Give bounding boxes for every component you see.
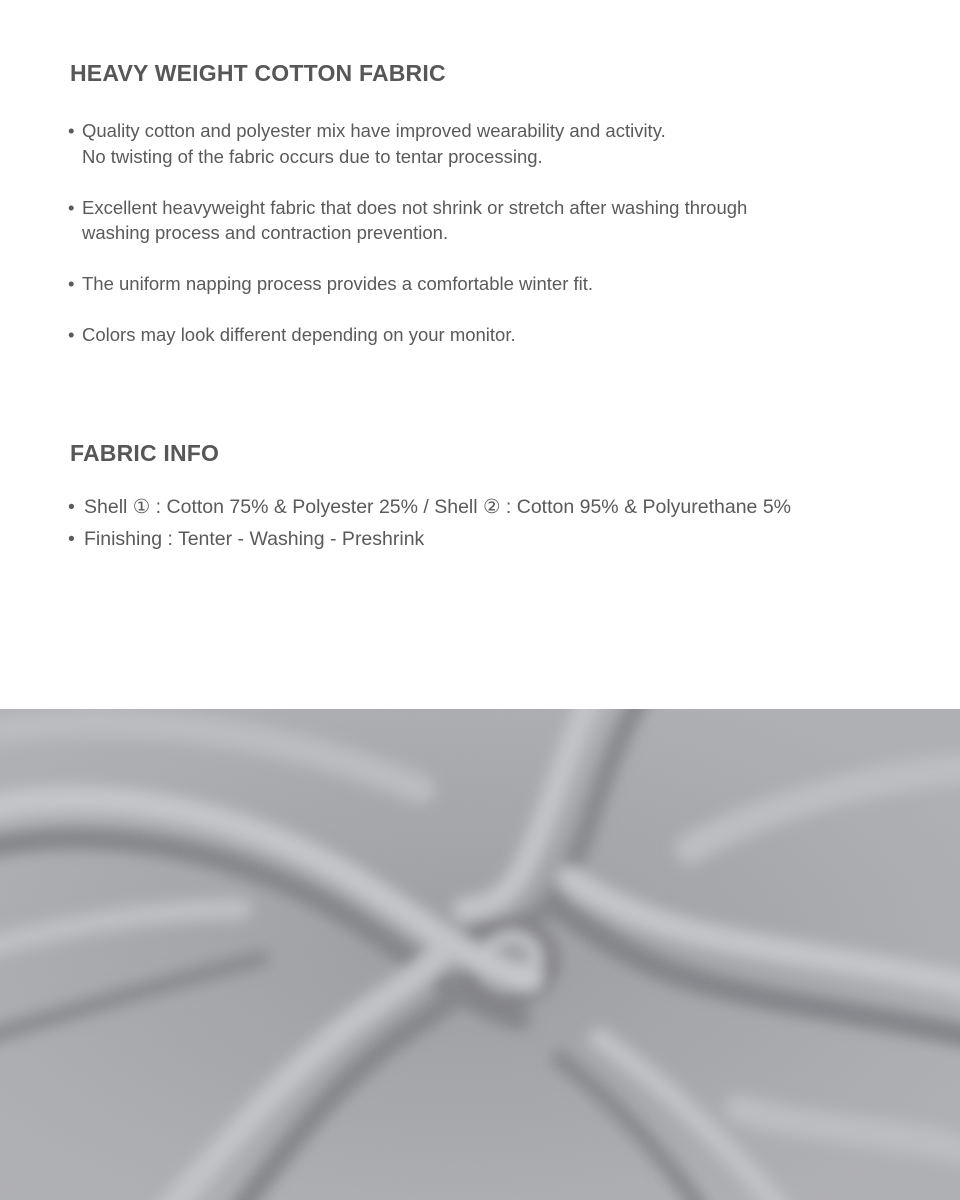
list-item-text: No twisting of the fabric occurs due to tentar processing. — [82, 145, 543, 167]
list-item-text: Colors may look different depending on your monitor. — [82, 324, 516, 345]
section-title-fabric: HEAVY WEIGHT COTTON FABRIC — [70, 60, 446, 86]
fabric-info-list — [68, 491, 791, 555]
bullet-icon: • — [68, 273, 75, 294]
list-item — [68, 195, 747, 246]
list-item-text: Quality cotton and polyester mix have improved wearability and activity. — [82, 120, 666, 141]
fabric-composition-text: Shell ① : Cotton 75% & Polyester 25% / Shell ② : Cotton 95% & Polyurethane 5% — [84, 496, 792, 518]
fabric-swirl-photo — [0, 709, 960, 1200]
section-title-fabric-info: FABRIC INFO — [70, 440, 220, 466]
list-item — [68, 491, 791, 523]
feature-list — [68, 118, 747, 373]
bullet-icon: • — [68, 120, 75, 141]
bullet-icon: • — [68, 324, 75, 345]
list-item — [68, 322, 747, 348]
list-item-text: Excellent heavyweight fabric that does not shrink or stretch after washing through — [82, 196, 748, 218]
bullet-icon: • — [68, 496, 75, 518]
list-item — [68, 271, 747, 297]
fabric-swirl-illustration — [0, 709, 960, 1200]
fabric-finishing-text: Finishing : Tenter - Washing - Preshrink — [84, 528, 425, 550]
bullet-icon: • — [68, 196, 75, 218]
list-item-text: washing process and contraction prevention. — [82, 222, 449, 243]
list-item — [68, 523, 791, 555]
list-item-text: The uniform napping process provides a comfortable winter fit. — [82, 273, 594, 294]
bullet-icon: • — [68, 528, 75, 550]
list-item — [68, 118, 747, 169]
